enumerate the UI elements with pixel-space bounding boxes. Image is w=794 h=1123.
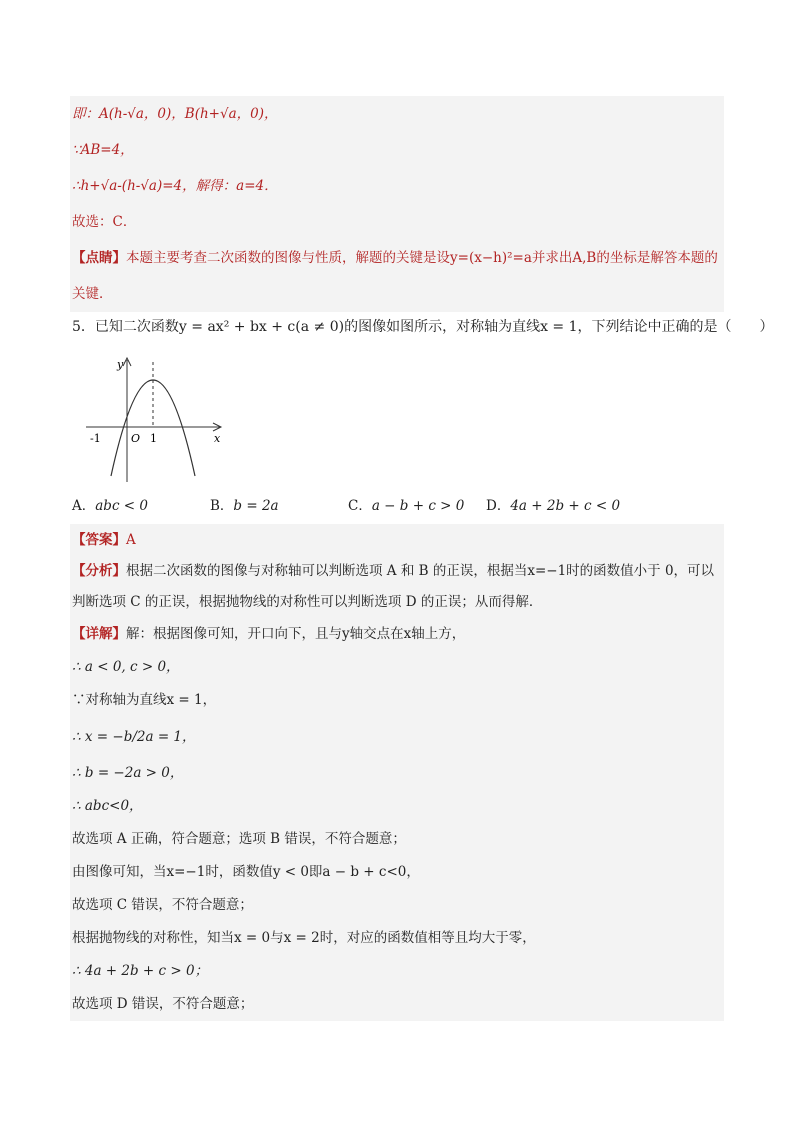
tick-label-1: 1 bbox=[150, 432, 157, 445]
option-text: 4a + 2b + c < 0 bbox=[510, 498, 621, 514]
previous-solution-block bbox=[70, 96, 724, 312]
option-b bbox=[210, 492, 348, 520]
detail-line: ∴ b = −2a > 0， bbox=[72, 765, 184, 781]
answer-block bbox=[70, 524, 724, 1021]
detail-line: ∴ abc<0， bbox=[72, 798, 143, 814]
detail-line: ∴ a < 0, c > 0， bbox=[72, 659, 180, 675]
detail-line bbox=[70, 618, 724, 651]
solution-line: 即：A(h-√a，0)，B(h+√a，0)， bbox=[72, 106, 278, 122]
review-paragraph bbox=[70, 240, 724, 312]
option-letter: C． bbox=[348, 498, 372, 514]
detail-line: 故选项 A 正确，符合题意；选项 B 错误，不符合题意； bbox=[72, 831, 406, 847]
x-axis-label: x bbox=[214, 432, 221, 445]
parabola-graph bbox=[84, 354, 224, 486]
detail-tag: 【详解】 bbox=[72, 626, 126, 642]
answer-options bbox=[70, 492, 724, 520]
detail-line: 由图像可知，当x=−1时，函数值y < 0即a − b + c<0， bbox=[72, 864, 420, 880]
answer-value: A bbox=[126, 532, 136, 548]
question-number: 5． bbox=[72, 319, 95, 335]
solution-line: ∵AB=4， bbox=[72, 142, 134, 158]
tick-label-neg1: -1 bbox=[90, 432, 101, 445]
origin-label: O bbox=[131, 432, 141, 445]
solution-step: ∴h+√a-(h-√a)=4，解得： bbox=[72, 178, 237, 194]
detail-line: ∵对称轴为直线x = 1， bbox=[72, 692, 217, 708]
option-text: a − b + c > 0 bbox=[371, 498, 465, 514]
option-a bbox=[72, 492, 210, 520]
option-letter: D． bbox=[486, 498, 511, 514]
option-letter: B． bbox=[210, 498, 234, 514]
solution-line bbox=[70, 168, 724, 204]
answer-line bbox=[70, 524, 724, 556]
detail-text: 解：根据图像可知，开口向下，且与y轴交点在x轴上方， bbox=[126, 626, 466, 642]
analysis-tag: 【分析】 bbox=[72, 563, 126, 579]
analysis-text: 根据二次函数的图像与对称轴可以判断选项 A 和 B 的正误，根据当x=−1时的函数值小于 0，可以判断选项 C 的正误，根据抛物线的对称性可以判断选项 D 的正误；从而得解． bbox=[72, 563, 715, 610]
answer-tag: 【答案】 bbox=[72, 532, 126, 548]
option-text: b = 2a bbox=[233, 498, 279, 514]
review-tag: 【点睛】 bbox=[72, 250, 126, 266]
option-text: abc < 0 bbox=[95, 498, 148, 514]
option-c bbox=[348, 492, 486, 520]
solution-choice: 故选：C． bbox=[72, 214, 137, 230]
review-text: 本题主要考查二次函数的图像与性质，解题的关键是设y=(x−h)²=a并求出A,B的坐标是解答本题的关键． bbox=[72, 250, 718, 302]
detail-line: 根据抛物线的对称性，知当x = 0与x = 2时，对应的函数值相等且均大于零， bbox=[72, 930, 536, 946]
analysis-paragraph bbox=[70, 556, 724, 618]
solution-result: a=4． bbox=[236, 178, 278, 194]
question-stem bbox=[70, 312, 774, 342]
detail-line: ∴ 4a + 2b + c > 0； bbox=[72, 963, 209, 979]
detail-line: ∴ x = −b/2a = 1， bbox=[72, 729, 196, 745]
question-text: 已知二次函数y = ax² + bx + c(a ≠ 0)的图像如图所示，对称轴为直线x = 1，下列结论中正确的是（ ） bbox=[94, 319, 774, 335]
detail-line: 故选项 C 错误，不符合题意； bbox=[72, 897, 253, 913]
option-d bbox=[486, 492, 624, 520]
detail-line: 故选项 D 错误，不符合题意； bbox=[72, 996, 254, 1012]
option-letter: A． bbox=[72, 498, 96, 514]
document-page bbox=[70, 96, 774, 1021]
y-axis-label: y bbox=[117, 358, 124, 371]
parabola-figure bbox=[84, 354, 224, 486]
